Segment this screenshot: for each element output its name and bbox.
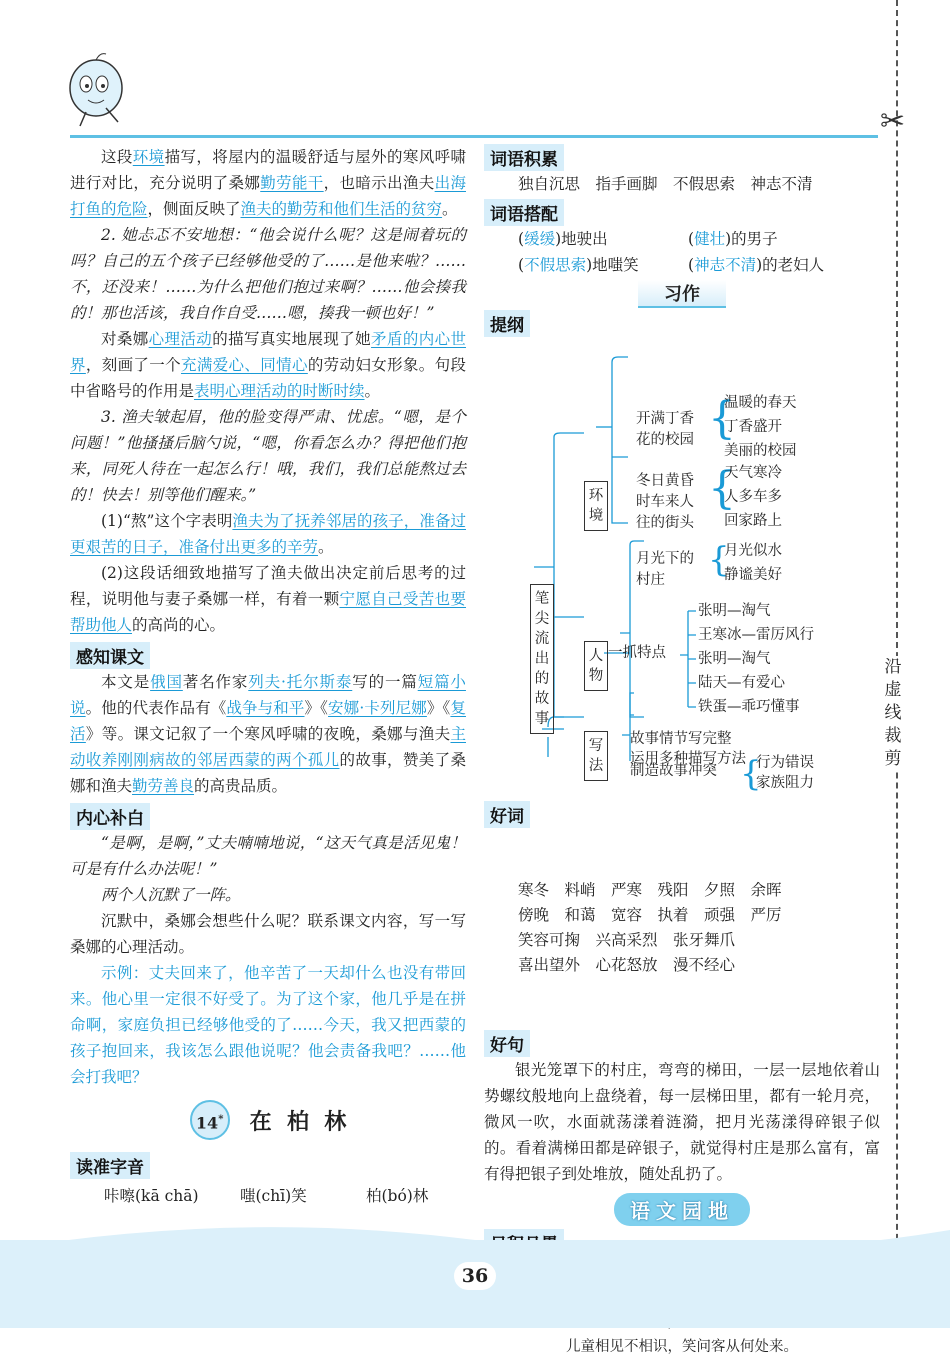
poem-line-2: 儿童相见不相识，笑问客从何处来。 [566,1339,798,1355]
section-header-outline: 提纲 [484,310,530,337]
section-header-good-words: 好词 [484,801,530,828]
quote-2: 2. 她忐忑不安地想：“他会说什么呢？这是闹着玩的吗？自己的五个孩子已经够他受的了……是他来啦？……不，还没来！……为什么把他们抱过来啊？……他会揍我的！那也活该，我自作自受……嗯，揍我一顿也好！” [70,226,466,322]
env-1-c: 美丽的校园 [724,443,797,459]
section-header-match: 词语搭配 [484,199,564,226]
env-2-a: 天气寒冷 [724,465,782,481]
top-rule [70,135,878,138]
cut-label: 沿虚线裁剪 [880,656,906,771]
mascot-icon [66,48,136,130]
outline-root: 笔尖流出的故事 [530,584,554,734]
write-3: 制造故事冲突 [630,763,717,779]
write-3-b: 家族阻力 [756,775,814,791]
left-column [70,144,466,1209]
analysis-paragraph-4: (2)这段话细致地描写了渔夫做出决定前后思考的过程，说明他与妻子桑娜一样，有着一颗宁愿自己受苦也要帮助他人的高尚的心。 [70,564,466,634]
env-branch-2: 冬日黄昏时车来人往的街头 [636,473,694,531]
write-3-a: 行为错误 [756,755,814,771]
env-branch-3: 月光下的村庄 [636,551,694,588]
env-3-a: 月光似水 [724,543,782,559]
lesson-number-badge: 14* [190,1100,230,1140]
env-2-c: 回家路上 [724,513,782,529]
outline-write: 写法 [584,731,608,781]
write-1: 故事情节写完整 [630,731,732,747]
cut-line [896,0,898,1270]
brace-icon: { [708,540,730,580]
outline-people: 人物 [584,641,608,691]
section-header-words: 词语积累 [484,144,564,171]
brace-icon: { [740,754,762,794]
brace-icon: { [708,393,736,444]
env-3-b: 静谧美好 [724,567,782,583]
right-column [484,144,880,1360]
pron-item-2: 嗤(chī)笑 [240,1187,307,1205]
quote-4: “是啊，是啊，”丈夫喃喃地说，“这天气真是活见鬼！可是有什么办法呢！” [70,834,466,878]
brace-icon: { [708,463,736,514]
inner-example: 示例：丈夫回来了，他辛苦了一天却什么也没有带回来。他心里一定很不好受了。为了这个家，他几乎是在拼命啊，家庭负担已经够他受的了……今天，我又把西蒙的孩子抱回来，我该怎么跟他说呢？他会责备我吧？……他会打我吧？ [70,964,466,1086]
banner-garden: 语文园地 [484,1193,880,1229]
analysis-paragraph-2: 对桑娜心理活动的描写真实地展现了她矛盾的内心世界，刻画了一个充满爱心、同情心的劳动妇女形象。句段中省略号的作用是表明心理活动的时断时续。 [70,330,466,400]
match-grid: (缓缓)地驶出 (健壮)的男子 (不假思索)地嗤笑 (神志不清)的老妇人 [518,230,825,274]
people-grab: 一抓特点 [608,645,666,661]
word-list: 独自沉思 指手画脚 不假思索 神志不清 [518,175,813,193]
section-header-pronounce: 读准字音 [70,1152,150,1179]
people-connectors [484,337,880,765]
perceive-paragraph: 本文是俄国著名作家列夫·托尔斯泰写的一篇短篇小说。他的代表作品有《战争与和平》《安娜·卡列尼娜》《复活》等。课文记叙了一个寒风呼啸的夜晚，桑娜与渔夫主动收养刚刚病故的邻居西蒙的两个孤儿的故事，赞美了桑娜和渔夫勤劳善良的高贵品质。 [70,673,466,795]
write-2: 运用多种描写方法 [630,751,746,767]
good-sentence: 银光笼罩下的村庄，弯弯的梯田，一层一层地依着山势螺纹般地向上盘绕着，每一层梯田里，都有一轮月亮，微风一吹，水面就荡漾着涟漪，把月光荡漾得碎银子似的。看着满梯田都是碎银子，就觉得村庄是那么富有，富有得把银子到处堆放，随处乱扔了。 [484,1061,880,1183]
pron-item-3: 柏(bó)林 [366,1187,429,1205]
quote-5: 两个人沉默了一阵。 [101,886,241,904]
good-words: 寒冬 料峭 严寒 残阳 夕照 余晖 傍晚 和蔼 宽容 执着 顽强 严厉 笑容可掬 兴高采烈 张牙舞爪 喜出望外 心花怒放 漫不经心 [518,881,782,974]
lesson-title-row [70,1100,466,1140]
page-number: 36 [454,1262,496,1290]
analysis-paragraph-1: 这段环境描写，将屋内的温暖舒适与屋外的寒风呼啸进行对比，充分说明了桑娜勤劳能干，也暗示出渔夫出海打鱼的危险，侧面反映了渔夫的勤劳和他们生活的贫穷。 [70,148,466,218]
env-branch-1: 开满丁香花的校园 [636,411,694,448]
char-5: 铁蛋—乖巧懂事 [698,699,800,715]
banner-composition: 习作 [484,280,880,310]
pron-item-1: 咔嚓(kā chā) [104,1187,199,1205]
char-3: 张明—淘气 [698,651,771,667]
section-header-good-sentence: 好句 [484,1030,530,1057]
scissors-icon: ✂ [880,104,906,139]
section-header-inner: 内心补白 [70,803,150,830]
analysis-paragraph-3: (1)“熬”这个字表明渔夫为了抚养邻居的孩子，准备过更艰苦的日子，准备付出更多的辛劳。 [70,512,466,556]
outline-env: 环境 [584,481,608,531]
inner-prompt: 沉默中，桑娜会想些什么呢？联系课文内容，写一写桑娜的心理活动。 [70,912,466,956]
quote-3: 3. 渔夫皱起眉，他的脸变得严肃、忧虑。“嗯，是个问题！”他搔搔后脑勺说，“嗯，你看怎么办？得把他们抱来，同死人待在一起怎么行！哦，我们，我们总能熬过去的！快去！别等他们醒来。” [70,408,466,504]
env-1-b: 丁香盛开 [724,419,782,435]
lesson-title: 在 柏 林 [249,1109,347,1135]
char-1: 张明—淘气 [698,603,771,619]
section-header-perceive: 感知课文 [70,642,150,669]
char-2: 王寒冰—雷厉风行 [698,627,814,643]
char-4: 陆天—有爱心 [698,675,785,691]
env-1-a: 温暖的春天 [724,395,797,411]
env-2-b: 人多车多 [724,489,782,505]
